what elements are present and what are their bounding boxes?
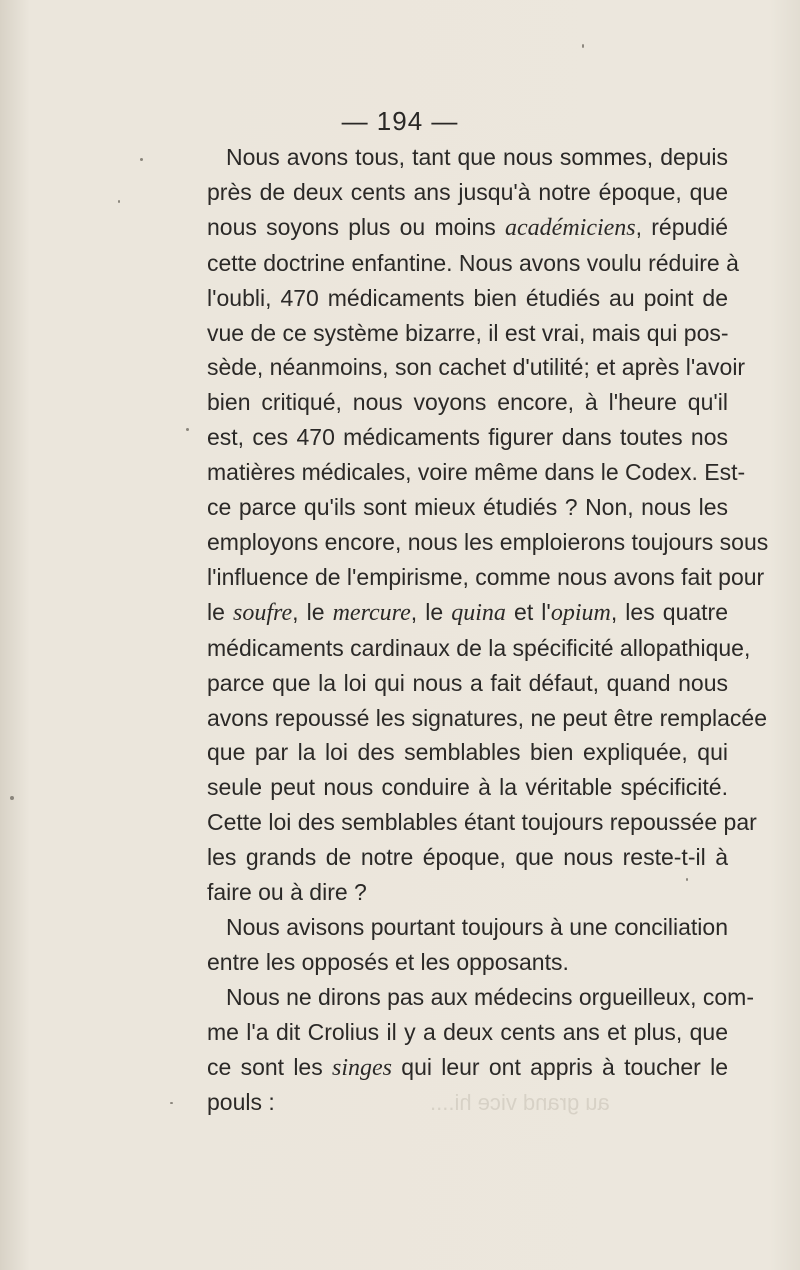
text-line: avons repoussé les signatures, ne peut être remplacée — [207, 704, 767, 731]
text-line: matières médicales, voire même dans le Codex. Est- — [207, 459, 746, 486]
text-line: les grands de notre époque, que nous reste-t-il à — [207, 844, 728, 871]
text-fragment: , le — [410, 598, 452, 625]
text-line: me l'a dit Crolius il y a deux cents ans et plus, que — [207, 1018, 728, 1045]
paper-speck — [186, 428, 189, 431]
italic-word: opium — [550, 599, 611, 626]
text-line: que par la loi des semblables bien expliquée, qui — [207, 739, 728, 766]
bleed-through-text: au grand vice hi.... — [430, 1090, 610, 1115]
text-fragment: le — [207, 598, 233, 625]
paper-speck — [686, 878, 688, 881]
text-line: Nous avisons pourtant toujours à une conciliation — [226, 913, 728, 940]
paper-speck — [140, 158, 143, 161]
text-line: Nous avons tous, tant que nous sommes, depuis — [226, 144, 728, 170]
text-line: ce parce qu'ils sont mieux étudiés ? Non, nous les — [207, 494, 728, 521]
paper-speck — [10, 796, 14, 800]
text-line: Nous ne dirons pas aux médecins orgueilleux, com- — [226, 983, 754, 1010]
text-line: sède, néanmoins, son cachet d'utilité; et après l'avoir — [207, 354, 746, 381]
text-line: seule peut nous conduire à la véritable spécificité. — [207, 774, 728, 801]
text-line: employons encore, nous les emploierons toujours sous — [207, 528, 769, 555]
text-line: entre les opposés et les opposants. — [207, 948, 569, 975]
text-fragment: , répudié — [635, 213, 729, 240]
text-line: l'oubli, 470 médicaments bien étudiés au point de — [207, 284, 728, 311]
page-number: — 194 — — [341, 106, 459, 136]
text-line: près de deux cents ans jusqu'à notre époque, que — [207, 178, 728, 205]
text-fragment: , les quatre — [610, 598, 729, 625]
italic-word: mercure — [332, 599, 411, 626]
text-line: parce que la loi qui nous a fait défaut, quand nous — [207, 669, 728, 696]
text-fragment: qui leur ont appris à toucher le — [392, 1053, 728, 1080]
text-fragment: ce sont les — [207, 1053, 332, 1080]
text-line: Cette loi des semblables étant toujours repoussée par — [207, 809, 757, 836]
text-line: bien critiqué, nous voyons encore, à l'heure qu'il — [207, 389, 728, 416]
text-line: pouls : — [207, 1089, 275, 1116]
text-line — [188, 210, 728, 246]
text-line: vue de ce système bizarre, il est vrai, mais qui pos- — [207, 319, 729, 346]
text-fragment: , le — [292, 598, 333, 625]
paper-speck — [118, 200, 120, 203]
text-line: est, ces 470 médicaments figurer dans toutes nos — [207, 424, 728, 451]
italic-word: soufre — [233, 599, 293, 626]
text-fragment: nous soyons plus ou moins — [207, 213, 506, 240]
body-text — [188, 140, 769, 1120]
text-fragment: et l' — [505, 598, 551, 625]
text-line: cette doctrine enfantine. Nous avons voulu réduire à — [207, 249, 739, 276]
text-line — [188, 1050, 728, 1086]
italic-word: académiciens — [505, 214, 636, 241]
paragraph-1 — [188, 140, 769, 910]
paper-speck — [582, 44, 584, 48]
italic-word: quina — [451, 599, 506, 626]
paper-speck — [170, 1102, 173, 1104]
text-line — [188, 595, 728, 631]
text-line: l'influence de l'empirisme, comme nous avons fait pour — [207, 563, 765, 590]
italic-word: singes — [332, 1054, 392, 1081]
text-line: médicaments cardinaux de la spécificité allopathique, — [207, 634, 751, 661]
paragraph-2 — [188, 910, 728, 980]
text-line: faire ou à dire ? — [207, 879, 367, 906]
